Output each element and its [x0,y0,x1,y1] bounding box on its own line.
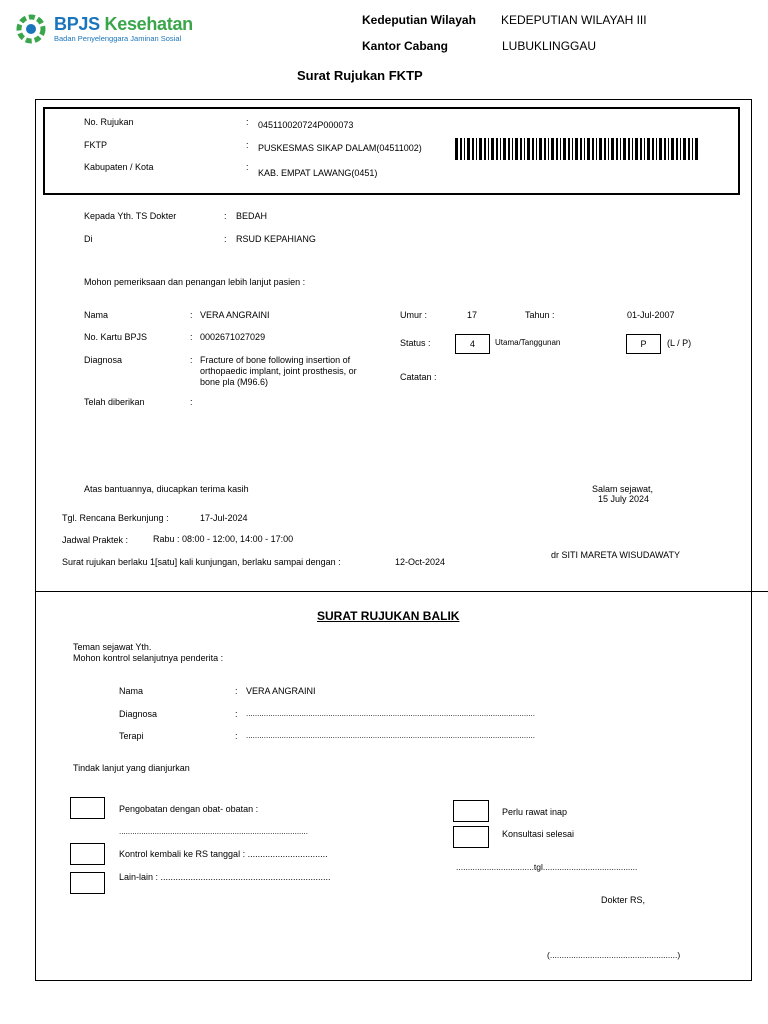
rencana-value: 17-Jul-2024 [200,513,248,523]
barcode-bar [455,138,458,160]
barcode-bar [515,138,518,160]
rawat-label: Perlu rawat inap [502,807,568,817]
bpjs-logo [16,12,196,46]
barcode-bar [491,138,494,160]
bpjs-logo-icon [16,14,46,44]
barcode-bar [688,138,690,160]
barcode-bar [580,138,582,160]
barcode-bar [664,138,666,160]
barcode-bar [604,138,606,160]
tgl-field[interactable]: .................................tgl........................................ [456,862,638,872]
umur-label: Umur : [400,310,427,320]
fktp-value: PUSKESMAS SIKAP DALAM(04511002) [258,143,422,153]
balik-nama-value: VERA ANGRAINI [246,686,316,696]
diagnosa-label: Diagnosa [84,355,123,365]
nama-value: VERA ANGRAINI [200,310,270,320]
obat-field[interactable]: ..................................................................................... [119,827,308,836]
no-rujukan-label: No. Rujukan [84,117,134,127]
barcode-bar [692,138,693,160]
fktp-label: FKTP [84,140,108,150]
catatan-label: Catatan : [400,372,437,382]
barcode-bar [644,138,645,160]
barcode-bar [503,138,506,160]
barcode-bar [680,138,681,160]
barcode [455,138,700,160]
kartu-label: No. Kartu BPJS [84,332,148,342]
kabupaten-label: Kabupaten / Kota [84,162,154,172]
colon: : [235,731,238,741]
barcode-bar [488,138,489,160]
barcode-bar [548,138,549,160]
barcode-bar [668,138,669,160]
sex-options: (L / P) [667,338,692,348]
wilayah-value: KEDEPUTIAN WILAYAH III [501,13,647,27]
barcode-bar [472,138,474,160]
kepada-value: BEDAH [236,211,268,221]
barcode-bar [575,138,578,160]
barcode-bar [479,138,482,160]
barcode-bar [599,138,602,160]
barcode-bar [460,138,462,160]
di-value: RSUD KEPAHIANG [236,234,316,244]
barcode-bar [467,138,470,160]
barcode-bar [676,138,678,160]
barcode-bar [572,138,573,160]
barcode-bar [464,138,465,160]
barcode-bar [527,138,530,160]
konsultasi-label: Konsultasi selesai [502,829,575,839]
sex-value: P [640,339,647,349]
kartu-value: 0002671027029 [200,332,266,342]
salam-text: Salam sejawat, [592,484,654,494]
tahun-value: 01-Jul-2007 [627,310,675,320]
diagnosa-line: Fracture of bone following insertion of [200,355,351,365]
barcode-bar [584,138,585,160]
balik-nama-label: Nama [119,686,144,696]
request-text: Mohon pemeriksaan dan penangan lebih lanjut pasien : [84,277,306,287]
jadwal-value: Rabu : 08:00 - 12:00, 14:00 - 17:00 [153,534,294,544]
barcode-bar [551,138,554,160]
barcode-bar [568,138,570,160]
colon: : [246,162,249,172]
dokter-rs-label: Dokter RS, [601,895,646,905]
barcode-bar [616,138,618,160]
barcode-bar [532,138,534,160]
barcode-bar [652,138,654,160]
tahun-label: Tahun : [525,310,555,320]
balik-diagnosa-label: Diagnosa [119,709,158,719]
logo-brand: BPJS Kesehatan [54,14,193,34]
barcode-bar [608,138,609,160]
kontrol-label[interactable]: Kontrol kembali ke RS tanggal : ................................ [119,849,328,859]
barcode-bar [524,138,525,160]
colon: : [190,332,193,342]
barcode-bar [683,138,686,160]
no-rujukan-value: 045110020724P000073 [258,120,354,130]
doctor-name: dr SITI MARETA WISUDAWATY [551,550,681,560]
obat-label: Pengobatan dengan obat- obatan : [119,804,259,814]
diagnosa-value [200,355,357,388]
barcode-bar [635,138,638,160]
logo-subtitle: Badan Penyelenggara Jaminan Sosial [54,34,182,43]
barcode-bar [620,138,621,160]
berlaku-label: Surat rujukan berlaku 1[satu] kali kunjungan, berlaku sampai dengan : [62,557,341,567]
diberikan-label: Telah diberikan [84,397,145,407]
barcode-bar [611,138,614,160]
nama-label: Nama [84,310,109,320]
barcode-bar [500,138,501,160]
barcode-bar [647,138,650,160]
colon: : [190,310,193,320]
balik-diagnosa-field[interactable]: .................................................................................................................................. [246,709,535,718]
colon: : [190,397,193,407]
barcode-bar [695,138,698,160]
thanks-text: Atas bantuannya, diucapkan terima kasih [84,484,249,494]
rawat-checkbox[interactable] [453,800,489,822]
barcode-bar [496,138,498,160]
tindak-text: Tindak lanjut yang dianjurkan [73,763,190,773]
berlaku-value: 12-Oct-2024 [395,557,446,567]
barcode-bar [484,138,486,160]
barcode-bar [659,138,662,160]
diagnosa-line: bone pla (M96.6) [200,377,269,387]
balik-title: SURAT RUJUKAN BALIK [317,609,460,623]
barcode-bar [628,138,630,160]
sex-box [626,334,661,354]
colon: : [246,140,249,150]
jadwal-label: Jadwal Praktek : [62,535,129,545]
barcode-bar [563,138,566,160]
barcode-bar [656,138,657,160]
barcode-bar [536,138,537,160]
diagnosa-line: orthopaedic implant, joint prosthesis, or [200,366,357,376]
di-label: Di [84,234,93,244]
page-title: Surat Rujukan FKTP [297,68,423,83]
barcode-bar [544,138,546,160]
barcode-bar [587,138,590,160]
balik-terapi-field[interactable]: .................................................................................................................................. [246,731,535,740]
barcode-bar [539,138,542,160]
barcode-bar [640,138,642,160]
barcode-bar [671,138,674,160]
lain-checkbox[interactable] [70,872,105,894]
obat-checkbox[interactable] [70,797,105,819]
colon: : [235,686,238,696]
kepada-label: Kepada Yth. TS Dokter [84,211,177,221]
rencana-label: Tgl. Rencana Berkunjung : [62,513,169,523]
status-label: Status : [400,338,431,348]
barcode-bar [556,138,558,160]
umur-value: 17 [467,310,478,320]
cabang-label: Kantor Cabang [362,39,449,53]
colon: : [224,234,227,244]
status-desc: Utama/Tanggunan [495,338,561,347]
status-box [455,334,490,354]
section-divider [35,591,768,592]
colon: : [235,709,238,719]
konsultasi-checkbox[interactable] [453,826,489,848]
barcode-bar [623,138,626,160]
barcode-bar [476,138,477,160]
kabupaten-value: KAB. EMPAT LAWANG(0451) [258,168,378,178]
barcode-bar [560,138,561,160]
wilayah-label: Kedeputian Wilayah [362,13,476,27]
kontrol-checkbox[interactable] [70,843,105,865]
mohon-text: Mohon kontrol selanjutnya penderita : [73,653,224,663]
cabang-value: LUBUKLINGGAU [502,39,597,53]
barcode-bar [508,138,510,160]
colon: : [190,355,193,365]
colon: : [246,117,249,127]
barcode-bar [632,138,633,160]
barcode-bar [520,138,522,160]
balik-terapi-label: Terapi [119,731,144,741]
colon: : [224,211,227,221]
teman-text: Teman sejawat Yth. [73,642,152,652]
barcode-bar [592,138,594,160]
barcode-bar [596,138,597,160]
status-value: 4 [469,339,475,349]
signature-line[interactable]: (......................................................) [547,950,681,960]
barcode-bar [512,138,513,160]
letter-date: 15 July 2024 [598,494,650,504]
lain-label[interactable]: Lain-lain : .................................................................... [119,872,331,882]
